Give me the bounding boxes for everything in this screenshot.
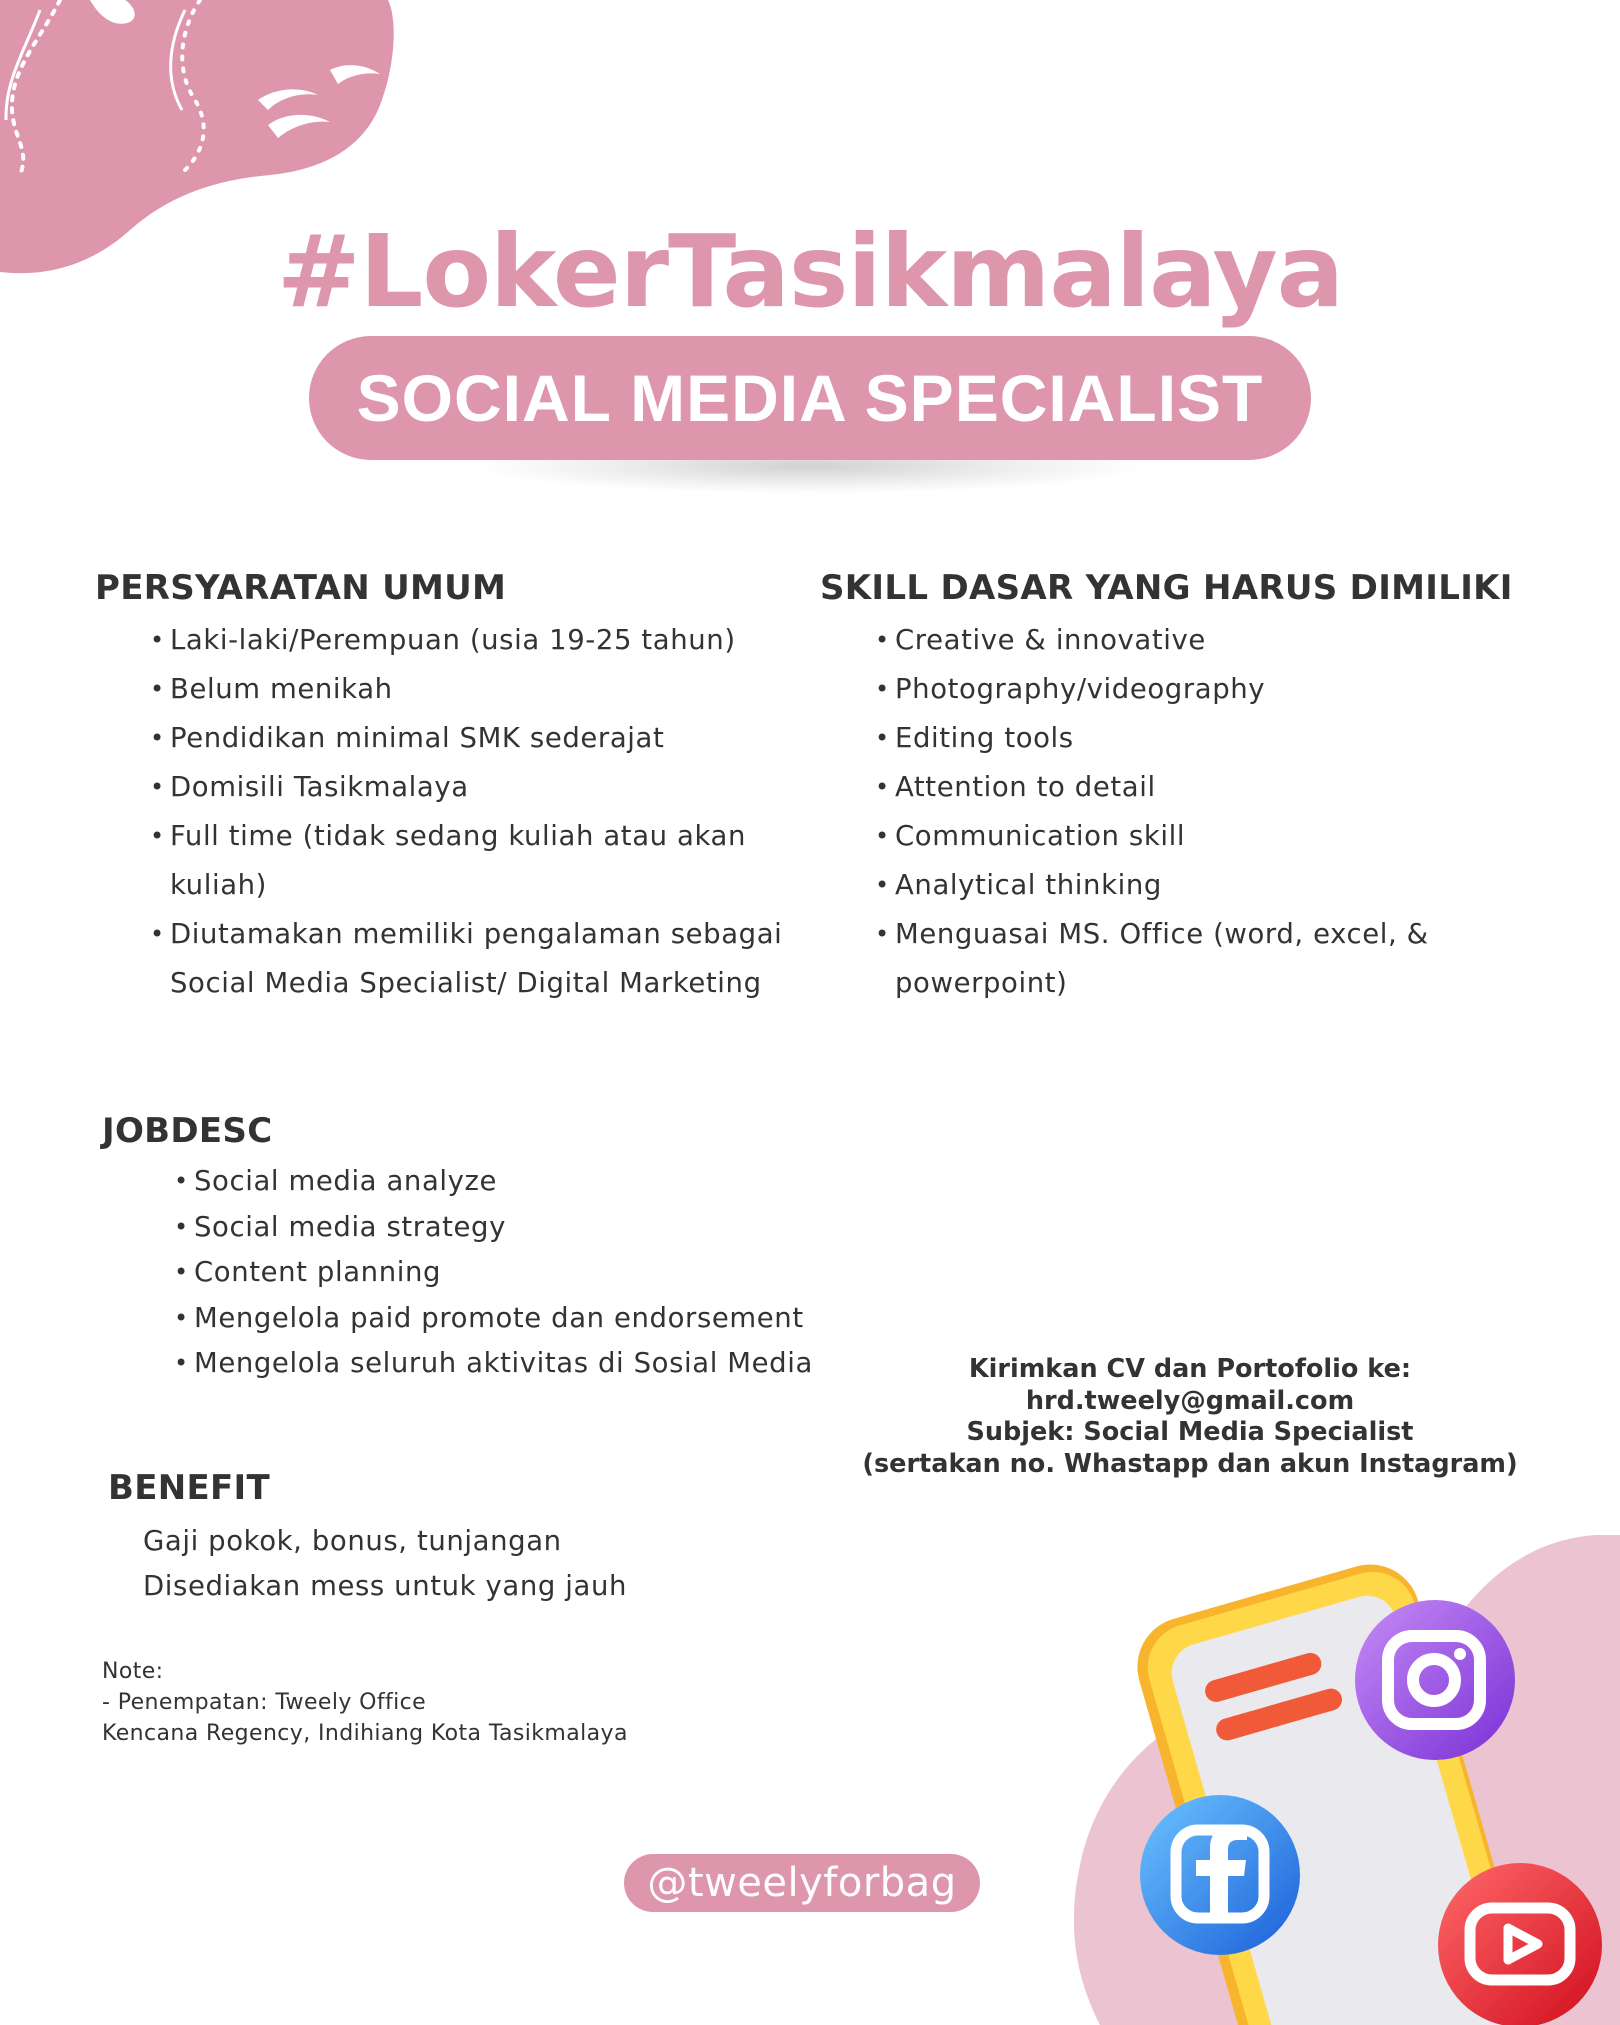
facebook-icon — [1140, 1795, 1300, 1955]
list-item: • Menguasai MS. Office (word, excel, & powerpoint) — [875, 910, 1475, 1008]
requirements-list — [150, 616, 830, 1008]
benefit-title: BENEFIT — [108, 1468, 270, 1508]
instagram-icon — [1355, 1600, 1515, 1760]
jobdesc-list — [174, 1159, 894, 1387]
list-item: • Belum menikah — [150, 665, 830, 714]
skills-title: SKILL DASAR YANG HARUS DIMILIKI — [820, 568, 1513, 608]
list-item: • Full time (tidak sedang kuliah atau akan kuliah) — [150, 812, 830, 910]
list-item: • Pendidikan minimal SMK sederajat — [150, 714, 830, 763]
contact-note: (sertakan no. Whastapp dan akun Instagram) — [862, 1448, 1518, 1479]
headline-hashtag: #LokerTasikmalaya — [276, 213, 1344, 330]
list-item: • Photography/videography — [875, 665, 1475, 714]
list-item: • Mengelola paid promote dan endorsement — [174, 1296, 894, 1342]
list-item: • Creative & innovative — [875, 616, 1475, 665]
list-item: • Editing tools — [875, 714, 1475, 763]
note-line: - Penempatan: Tweely Office — [102, 1690, 427, 1715]
list-item: • Laki-laki/Perempuan (usia 19-25 tahun) — [150, 616, 830, 665]
contact-instruction: Kirimkan CV dan Portofolio ke: — [968, 1354, 1412, 1384]
social-handle-badge[interactable]: @tweelyforbag — [624, 1854, 980, 1912]
list-item: • Social media analyze — [174, 1159, 894, 1205]
list-item: • Analytical thinking — [875, 861, 1475, 910]
list-item: • Social media strategy — [174, 1205, 894, 1251]
requirements-title: PERSYARATAN UMUM — [95, 568, 507, 608]
note-label: Note: — [102, 1659, 164, 1684]
list-item: • Communication skill — [875, 812, 1475, 861]
contact-subject: Subjek: Social Media Specialist — [966, 1417, 1414, 1447]
contact-email[interactable]: hrd.tweely@gmail.com — [1025, 1385, 1355, 1416]
note-line: Kencana Regency, Indihiang Kota Tasikmalaya — [102, 1721, 628, 1746]
skills-list — [875, 616, 1475, 1008]
list-item: • Content planning — [174, 1250, 894, 1296]
list-item: • Diutamakan memiliki pengalaman sebagai Social Media Specialist/ Digital Marketing — [150, 910, 830, 1008]
jobdesc-title: JOBDESC — [102, 1111, 273, 1151]
note-block — [102, 1656, 628, 1749]
position-title-badge: SOCIAL MEDIA SPECIALIST — [309, 336, 1311, 460]
youtube-icon — [1438, 1863, 1602, 2025]
benefit-line: Disediakan mess untuk yang jauh — [143, 1570, 628, 1602]
contact-block — [860, 1354, 1520, 1480]
list-item: • Attention to detail — [875, 763, 1475, 812]
list-item: • Mengelola seluruh aktivitas di Sosial Media — [174, 1341, 894, 1387]
smartphone-illustration — [1120, 1540, 1620, 2025]
benefit-line: Gaji pokok, bonus, tunjangan — [143, 1525, 562, 1557]
list-item: • Domisili Tasikmalaya — [150, 763, 830, 812]
